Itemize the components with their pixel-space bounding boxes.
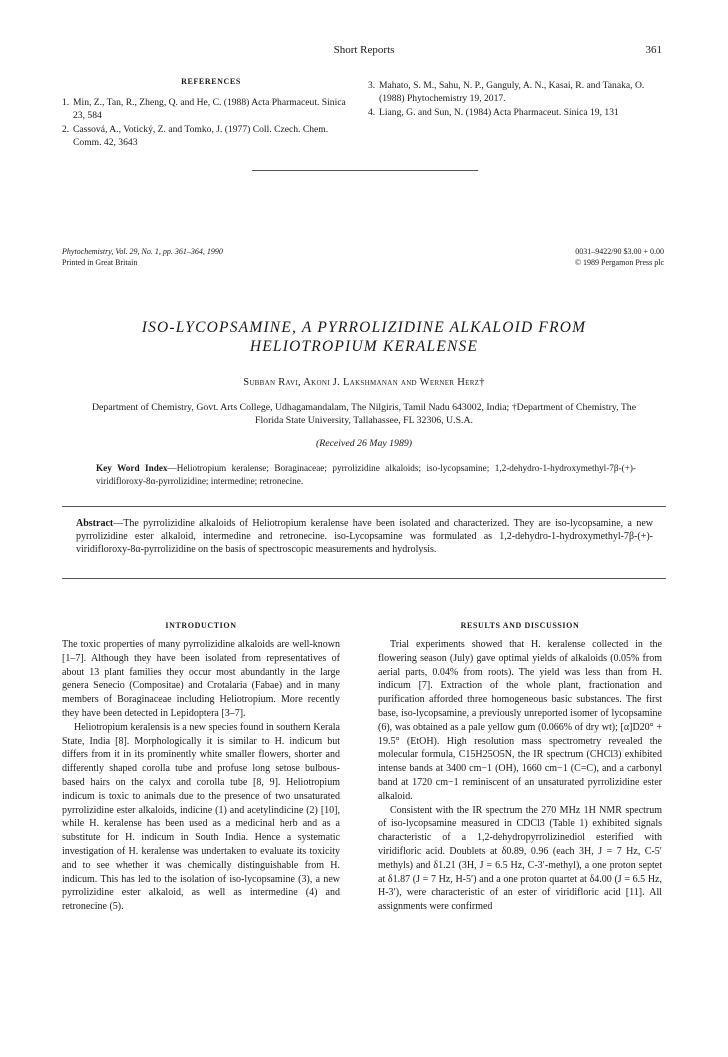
reference-text: Min, Z., Tan, R., Zheng, Q. and He, C. (1988) Acta Pharmaceut. Sinica 23, 584 [73, 97, 346, 121]
abstract-rule-bottom [62, 578, 666, 579]
issn-price: 0031–9422/90 $3.00 + 0.00 [575, 247, 664, 256]
running-header: Short Reports [333, 44, 395, 56]
reference-text: Liang, G. and Sun, N. (1984) Acta Pharmaceut. Sinica 19, 131 [379, 107, 619, 118]
authors: Subban Ravi, Akoni J. Lakshmanan and Werner Herz† [243, 377, 485, 388]
reference-text: Cassová, A., Votický, Z. and Tomko, J. (1977) Coll. Czech. Chem. Comm. 42, 3643 [73, 124, 329, 148]
reference-item [62, 96, 346, 122]
reference-number: 4. [368, 107, 376, 118]
introduction-paragraph-1: The toxic properties of many pyrrolizidine alkaloids are well-known [1–7]. Although they have been isolated from representatives of about 13 plant families they occur most abundantly in the large genera Senecio (Compositae) and Crotalaria (Fabae) and in many members of Boraginaceae including Heliotropium. More recently they have been detected in Lepidoptera [3–7]. [62, 639, 340, 719]
reference-item [62, 123, 346, 149]
references-divider [252, 170, 478, 171]
introduction-heading: INTRODUCTION [165, 621, 237, 630]
article-title-line-2: HELIOTROPIUM KERALENSE [249, 338, 479, 355]
results-paragraph-2: Consistent with the IR spectrum the 270 MHz 1H NMR spectrum of iso-lycopsamine measured in CDCl3 (Table 1) exhibited signals characteristic of a 1,2-dehydropyrrolizinediol esterified with viridifloric acid. Doublets at δ0.89, 0.96 (each 3H, J = 7 Hz, C-5′ methyls) and δ1.21 (3H, J = 6.5 Hz, C-3′-methyl), a one proton septet at δ1.87 (J = 7 Hz, H-5′) and a one proton quartet at δ4.00 (J = 6.5 Hz, H-3′), were characteristic of an ester of viridifloric acid [11]. All assignments were confirmed [378, 804, 662, 913]
reference-number: 3. [368, 80, 376, 91]
affiliation: Department of Chemistry, Govt. Arts College, Udhagamandalam, The Nilgiris, Tamil Nadu 643002, India; †Department of Chemistry, The Florida State University, Tallahassee, FL 32306, U.S.A. [91, 402, 637, 426]
references-right-column [368, 79, 656, 120]
journal-citation: Phytochemistry, Vol. 29, No. 1, pp. 361–364, 1990 [62, 247, 223, 256]
abstract-label: Abstract [76, 518, 114, 529]
references-heading: REFERENCES [181, 77, 241, 86]
results-heading: RESULTS AND DISCUSSION [460, 621, 580, 630]
introduction-column [62, 638, 340, 914]
printed-location: Printed in Great Britain [62, 257, 138, 267]
page-number: 361 [645, 44, 662, 56]
results-column [378, 638, 662, 914]
keyword-label: Key Word Index [96, 463, 168, 473]
reference-number: 1. [62, 97, 70, 108]
introduction-paragraph-2: Heliotropium keralensis is a new species found in southern Kerala State, India [8]. Morphologically it is similar to H. indicum but differs from it in its prominently white smaller flowers, shorter and differently shaped corolla tube and profuse long setose bulbous-based hairs on the calyx and corolla tube [8, 9]. Heliotropium indicum is toxic to animals due to the presence of two unsaturated pyrrolizidine ester alkaloids, indicine (1) and acetylindicine (2) [10], while H. keralense has been used as a medicinal herb and as a substitute for H. indicum in South India. Hence a systematic investigation of H. keralense was undertaken to evaluate its toxicity and to see whether it was chemically distinguishable from H. indicum. This has led to the isolation of iso-lycopsamine (3), a new pyrrolizidine ester alkaloid, as well as intermedine (4) and retronecine (5). [62, 721, 340, 913]
reference-item [368, 106, 656, 119]
received-date: (Received 26 May 1989) [315, 438, 413, 449]
abstract-rule-top [62, 506, 666, 507]
article-meta-right [364, 247, 664, 268]
article-meta-left [62, 247, 382, 268]
reference-number: 2. [62, 124, 70, 135]
abstract [76, 517, 653, 556]
keyword-index [96, 462, 636, 487]
keyword-text: —Heliotropium keralense; Boraginaceae; pyrrolizidine alkaloids; iso-lycopsamine; 1,2-dehydro-1-hydroxymethyl-7β-(+)-viridifloroxy-8α-pyrrolizidine; intermedine; retronecine. [96, 463, 636, 486]
reference-item [368, 79, 656, 105]
reference-text: Mahato, S. M., Sahu, N. P., Ganguly, A. N., Kasai, R. and Tanaka, O. (1988) Phytochemistry 19, 2017. [379, 80, 645, 104]
references-left-column [62, 96, 346, 150]
results-paragraph-1: Trial experiments showed that H. keralense collected in the flowering season (July) gave optimal yields of alkaloids (0.05% from aerial parts, 0.04% from roots). The yield was less than from H. indicum [7]. Extraction of the whole plant, fractionation and purification afforded three homogeneous basic substances. The first base, iso-lycopsamine, a previously unreported isomer of lycopsamine (6), was obtained as a pale yellow gum (0.066% of dry wt); [α]D20° + 19.5° (EtOH). High resolution mass spectrometry revealed the molecular formula, C15H25O5N, the IR spectrum (CHCl3) exhibited intense bands at 3400 cm−1 (OH), 1660 cm−1 (C=C), and a carbonyl band at 1720 cm−1 reminiscent of an unsaturated pyrrolizidine ester alkaloid. [378, 639, 662, 802]
copyright: © 1989 Pergamon Press plc [574, 257, 664, 267]
article-title-line-1: ISO-LYCOPSAMINE, A PYRROLIZIDINE ALKALOID FROM [141, 319, 587, 336]
abstract-text: —The pyrrolizidine alkaloids of Heliotropium keralense have been isolated and characterized. They are iso-lycopsamine, a new pyrrolizidine ester alkaloid, intermedine and retronecine. iso-Lycopsamine was formulated as 1,2-dehydro-1-hydroxymethyl-7β-(+)-viridifloroxy-8α-pyrrolizidine on the basis of spectroscopic measurements and hydrolysis. [76, 518, 653, 555]
